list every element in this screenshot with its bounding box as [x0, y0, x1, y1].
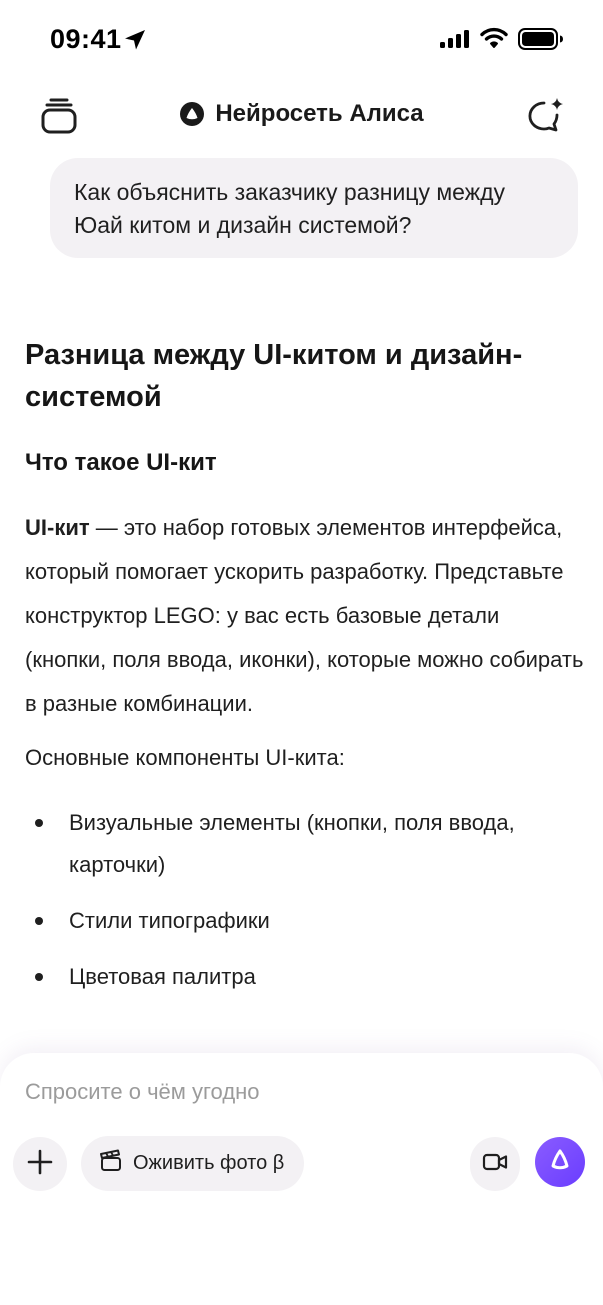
video-camera-icon	[482, 1152, 508, 1177]
answer-paragraph-text: — это набор готовых элементов интерфейса, который помогает ускорить разработку. Представьте конструктор LEGO: у вас есть базовые детали (кнопки, поля ввода, иконки), которые можно собирать в разные комбинации.	[25, 515, 584, 716]
battery-icon	[518, 28, 564, 55]
composer-panel	[0, 1053, 603, 1305]
assistant-answer	[25, 334, 585, 1012]
wifi-icon	[480, 27, 508, 54]
alice-logo-icon	[179, 101, 205, 127]
video-call-button[interactable]	[470, 1137, 520, 1191]
bullet-icon	[35, 973, 43, 981]
location-arrow-icon	[123, 28, 147, 57]
list-item	[25, 956, 585, 998]
components-intro: Основные компоненты UI-кита:	[25, 745, 345, 770]
answer-subheading: Что такое UI-кит	[25, 449, 217, 476]
answer-heading: Разница между UI-китом и дизайн-системой	[25, 339, 523, 413]
list-item	[25, 802, 585, 886]
bullet-icon	[35, 917, 43, 925]
plus-icon	[26, 1148, 54, 1181]
status-bar	[0, 0, 603, 80]
alice-voice-icon	[546, 1146, 574, 1179]
app-header	[0, 90, 603, 142]
new-chat-icon[interactable]	[525, 96, 565, 141]
message-input[interactable]	[25, 1079, 565, 1105]
user-message-text: Как объяснить заказчику разницу между Юай китом и дизайн системой?	[74, 179, 506, 238]
list-item-text: Визуальные элементы (кнопки, поля ввода, карточки)	[69, 810, 515, 877]
list-item-text: Цветовая палитра	[69, 964, 256, 989]
user-message-bubble	[50, 158, 578, 258]
animate-photo-button[interactable]	[81, 1136, 304, 1191]
list-item	[25, 900, 585, 942]
header-title-group	[0, 100, 603, 128]
components-list	[25, 802, 585, 998]
answer-paragraph	[25, 506, 585, 726]
add-attachment-button[interactable]	[13, 1137, 67, 1191]
list-item-text: Стили типографики	[69, 908, 270, 933]
cellular-signal-icon	[440, 30, 472, 53]
clapperboard-icon	[99, 1149, 123, 1178]
answer-paragraph-term: UI-кит	[25, 515, 90, 540]
bullet-icon	[35, 819, 43, 827]
status-time: 09:41	[50, 24, 122, 54]
alice-voice-button[interactable]	[535, 1137, 585, 1187]
animate-photo-label: Оживить фото β	[133, 1152, 285, 1174]
page-title: Нейросеть Алиса	[215, 100, 424, 127]
